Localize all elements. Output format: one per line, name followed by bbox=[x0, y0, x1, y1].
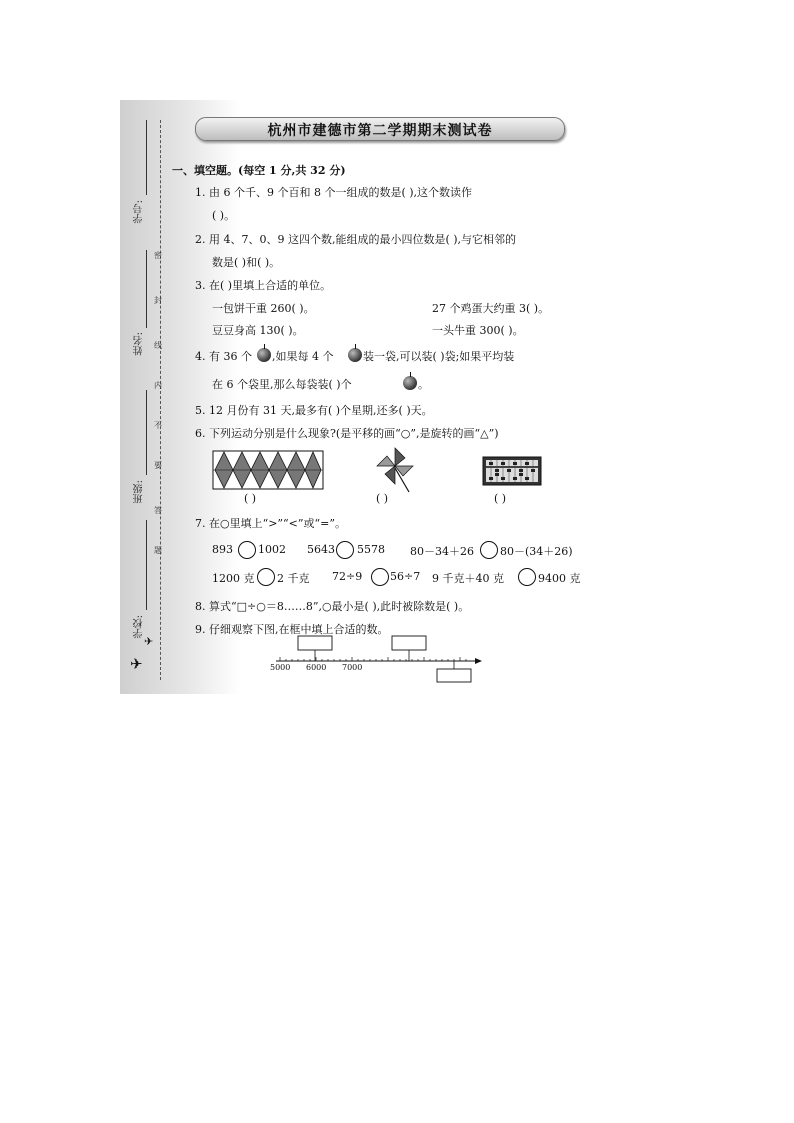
question-1-line-1: 1. 由 6 个千、9 个百和 8 个一组成的数是( ),这个数读作 bbox=[195, 186, 473, 199]
exam-page bbox=[120, 100, 600, 694]
tick-label-6000: 6000 bbox=[306, 663, 327, 672]
question-3-item-b: 27 个鸡蛋大约重 3( )。 bbox=[432, 302, 550, 315]
compare-right: 5578 bbox=[357, 543, 385, 556]
compare-left: 72÷9 bbox=[332, 570, 363, 583]
compare-right: 2 千克 bbox=[277, 572, 310, 585]
compare-circle[interactable] bbox=[238, 541, 256, 559]
compare-circle[interactable] bbox=[518, 568, 536, 586]
answer-blank-abacus: ( ) bbox=[494, 492, 507, 505]
section-heading: 一、填空题。(每空 1 分,共 32 分) bbox=[172, 164, 346, 177]
question-8: 8. 算式“□÷○＝8……8”,○最小是( ),此时被除数是( )。 bbox=[195, 600, 470, 613]
answer-blank-rotation: ( ) bbox=[376, 492, 389, 505]
question-4-part-b: ,如果每 4 个 bbox=[272, 350, 334, 363]
class-label: 班级: bbox=[134, 480, 145, 504]
pinwheel-picture bbox=[375, 446, 415, 494]
question-3-line-1: 3. 在( )里填上合适的单位。 bbox=[195, 279, 332, 292]
compare-circle[interactable] bbox=[336, 541, 354, 559]
title-banner bbox=[195, 117, 565, 141]
compare-circle[interactable] bbox=[257, 568, 275, 586]
student-number-line bbox=[146, 120, 147, 195]
cut-word: 不 bbox=[154, 421, 162, 430]
question-2-line-2: 数是( )和( )。 bbox=[212, 256, 281, 269]
cut-word: 题 bbox=[154, 546, 162, 555]
question-1-line-2: ( )。 bbox=[212, 209, 236, 222]
compare-right: 56÷7 bbox=[390, 570, 421, 583]
name-line bbox=[146, 250, 147, 328]
apple-icon bbox=[348, 348, 362, 362]
compare-right: 1002 bbox=[258, 543, 286, 556]
question-7: 7. 在○里填上“>”“<”或“=”。 bbox=[195, 517, 346, 530]
cut-word: 内 bbox=[154, 381, 162, 390]
name-label: 姓名: bbox=[134, 332, 145, 356]
abacus-picture bbox=[482, 456, 542, 486]
question-9: 9. 仔细观察下图,在框中填上合适的数。 bbox=[195, 623, 389, 636]
compare-right: 9400 克 bbox=[538, 572, 581, 585]
question-3-item-a: 一包饼干重 260( )。 bbox=[212, 302, 315, 315]
compare-circle[interactable] bbox=[480, 541, 498, 559]
question-4-part-e: 。 bbox=[418, 378, 429, 391]
compare-left: 5643 bbox=[307, 543, 335, 556]
swallow-icon: ✈ bbox=[130, 655, 143, 673]
compare-left: 893 bbox=[212, 543, 233, 556]
school-line bbox=[146, 520, 147, 610]
cut-word: 答 bbox=[154, 506, 162, 515]
cut-word: 密 bbox=[154, 251, 162, 260]
compare-right: 80－(34＋26) bbox=[500, 545, 573, 558]
question-2-line-1: 2. 用 4、7、0、9 这四个数,能组成的最小四位数是( ),与它相邻的 bbox=[195, 233, 517, 246]
answer-blank-translation: ( ) bbox=[244, 492, 257, 505]
page-title: 杭州市建德市第二学期期末测试卷 bbox=[267, 123, 493, 139]
seal-cut-line bbox=[160, 120, 161, 680]
compare-circle[interactable] bbox=[371, 568, 389, 586]
question-3-item-c: 豆豆身高 130( )。 bbox=[212, 324, 304, 337]
tick-label-5000: 5000 bbox=[270, 663, 291, 672]
question-5: 5. 12 月份有 31 天,最多有( )个星期,还多( )天。 bbox=[195, 404, 433, 417]
question-3-item-d: 一头牛重 300( )。 bbox=[432, 324, 524, 337]
number-line-figure bbox=[270, 633, 485, 683]
school-label: 学校: bbox=[134, 615, 145, 639]
question-4-part-d: 在 6 个袋里,那么每袋装( )个 bbox=[212, 378, 352, 391]
swallow-small-icon: ✈ bbox=[144, 635, 154, 648]
apple-icon bbox=[403, 376, 417, 390]
cut-word: 线 bbox=[154, 341, 162, 350]
question-6: 6. 下列运动分别是什么现象?(是平移的画“○”,是旋转的画“△”) bbox=[195, 427, 499, 440]
question-4-part-a: 4. 有 36 个 bbox=[195, 350, 252, 363]
question-4-part-c: 装一袋,可以装( )袋;如果平均装 bbox=[363, 350, 515, 363]
apple-icon bbox=[257, 348, 271, 362]
cut-word: 封 bbox=[154, 296, 162, 305]
tick-label-7000: 7000 bbox=[342, 663, 363, 672]
cut-word: 要 bbox=[154, 461, 162, 470]
student-number-label: 学号: bbox=[134, 200, 145, 224]
compare-left: 80－34＋26 bbox=[410, 545, 474, 558]
compare-left: 9 千克＋40 克 bbox=[432, 572, 504, 585]
diamond-pattern-picture bbox=[212, 450, 324, 490]
compare-left: 1200 克 bbox=[212, 572, 255, 585]
class-line bbox=[146, 390, 147, 475]
